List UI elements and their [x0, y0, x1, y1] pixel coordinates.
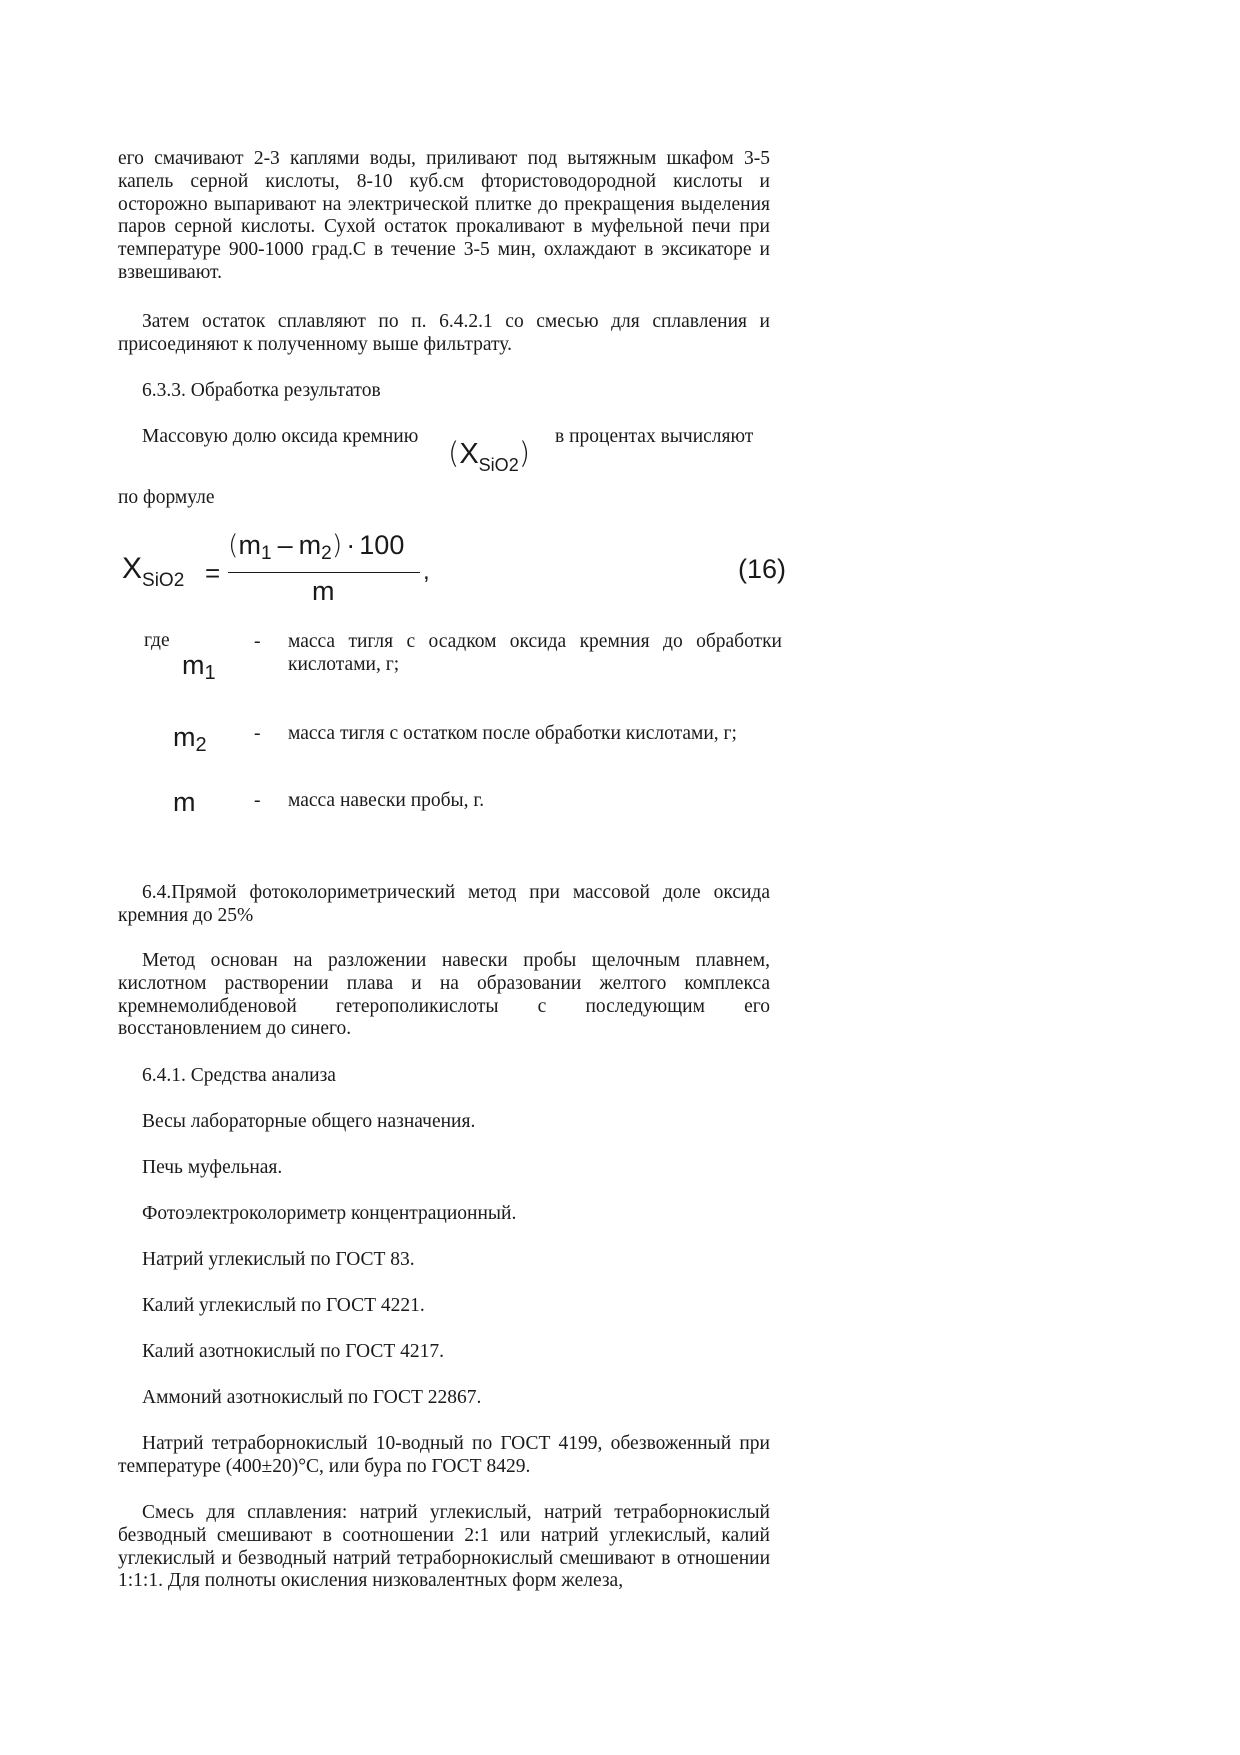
- formula-numerator: [228, 530, 405, 564]
- num-paren-close: ): [331, 530, 343, 561]
- list-item-potassium-carbonate: Калий углекислый по ГОСТ 4221.: [142, 1295, 425, 1316]
- mass-fraction-text-right: в процентах вычисляют: [555, 426, 754, 447]
- paren-close: ): [518, 436, 531, 470]
- num-paren-open: (: [228, 530, 239, 561]
- list-item-ammonium-nitrate: Аммоний азотнокислый по ГОСТ 22867.: [142, 1387, 482, 1408]
- list-item-photocolorimeter: Фотоэлектроколориметр концентрационный.: [142, 1203, 517, 1224]
- symbol-x: X: [459, 438, 479, 470]
- legend-m2-desc: масса тигля с остатком после обработки кислотами, г;: [288, 723, 737, 744]
- heading-6-3-3: 6.3.3. Обработка результатов: [142, 380, 381, 401]
- paragraph-hf-treatment: его смачивают 2-3 каплями воды, приливают под вытяжным шкафом 3-5 капель серной кислоты, 8-10 куб.см фтористоводородной кислоты и осторожно выпаривают на электрической плитке до прекращения выделения паров серной кислоты. Сухой остаток прокаливают в муфельной печи при температуре 900-1000 град.С в течение 3-5 мин, охлаждают в эксикаторе и взвешивают.: [118, 148, 770, 283]
- inline-symbol-x-sio2: [448, 436, 531, 475]
- fraction-bar: [228, 572, 420, 573]
- legend-m2-index: 2: [195, 734, 207, 756]
- legend-m-symbol: m: [173, 787, 196, 817]
- legend-m2-symbol: [173, 722, 207, 756]
- formula-lhs: [122, 552, 185, 591]
- legend-m1-index: 1: [204, 662, 216, 684]
- num-m1-index: 1: [261, 543, 272, 564]
- formula-denominator: m: [312, 576, 335, 606]
- legend-m-desc: масса навески пробы, г.: [288, 790, 485, 811]
- num-m2: m: [298, 530, 322, 560]
- heading-6-4: 6.4.Прямой фотоколориметрический метод при массовой доле оксида кремния до 25%: [118, 882, 770, 926]
- formula-number: (16): [738, 554, 787, 584]
- subscript-index: 2: [508, 455, 519, 475]
- paragraph-fusion: Затем остаток сплавляют по п. 6.4.2.1 со смесью для сплавления и присоединяют к полученному выше фильтрату.: [118, 311, 770, 355]
- formula-equals: =: [205, 558, 221, 588]
- list-item-fusion-mixture: Смесь для сплавления: натрий углекислый, натрий тетраборнокислый безводный смешивают в соотношении 2:1 или натрий углекислый, калий углекислый и безводный натрий тетраборнокислый смешивают в отношении 1:1:1. Для полноты окисления низковалентных форм железа,: [118, 1502, 770, 1592]
- legend-dash-3: -: [254, 790, 261, 811]
- lhs-symbol-x: X: [122, 552, 143, 585]
- list-item-balance: Весы лабораторные общего назначения.: [142, 1111, 476, 1132]
- legend-m1-letter: m: [182, 650, 205, 680]
- paren-open: (: [448, 436, 460, 470]
- heading-6-4-1: 6.4.1. Средства анализа: [142, 1065, 336, 1086]
- formula-comma: ,: [423, 558, 430, 585]
- paragraph-method: Метод основан на разложении навески пробы щелочным плавнем, кислотном растворении плава и на образовании желтого комплекса кремнемолибденовой гетерополикислоты с последующим его восстановлением до синего.: [118, 950, 770, 1040]
- lhs-subscript-index: 2: [173, 570, 185, 591]
- legend-m1-desc: масса тигля с осадком оксида кремния до обработки кислотами, г;: [288, 631, 782, 675]
- lhs-subscript-sio: SiO: [142, 570, 174, 591]
- list-item-sodium-carbonate: Натрий углекислый по ГОСТ 83.: [142, 1249, 415, 1270]
- num-m1: m: [238, 530, 262, 560]
- num-dot: ·: [346, 530, 356, 560]
- num-hundred: 100: [359, 530, 405, 560]
- num-minus: –: [277, 530, 293, 560]
- legend-dash-1: -: [254, 631, 261, 652]
- mass-fraction-text-left: Массовую долю оксида кремнию: [142, 426, 419, 447]
- list-item-potassium-nitrate: Калий азотнокислый по ГОСТ 4217.: [142, 1341, 445, 1362]
- subscript-sio: SiO: [478, 455, 509, 475]
- list-item-furnace: Печь муфельная.: [142, 1157, 283, 1178]
- num-m2-index: 2: [321, 543, 332, 564]
- legend-m2-letter: m: [173, 722, 196, 752]
- legend-dash-2: -: [254, 723, 261, 744]
- list-item-sodium-tetraborate: Натрий тетраборнокислый 10-водный по ГОСТ 4199, обезвоженный при температуре (400±20)°С, или бура по ГОСТ 8429.: [118, 1433, 770, 1477]
- legend-where: где: [144, 630, 170, 651]
- legend-m1-symbol: [182, 650, 216, 684]
- by-formula-text: по формуле: [118, 487, 215, 508]
